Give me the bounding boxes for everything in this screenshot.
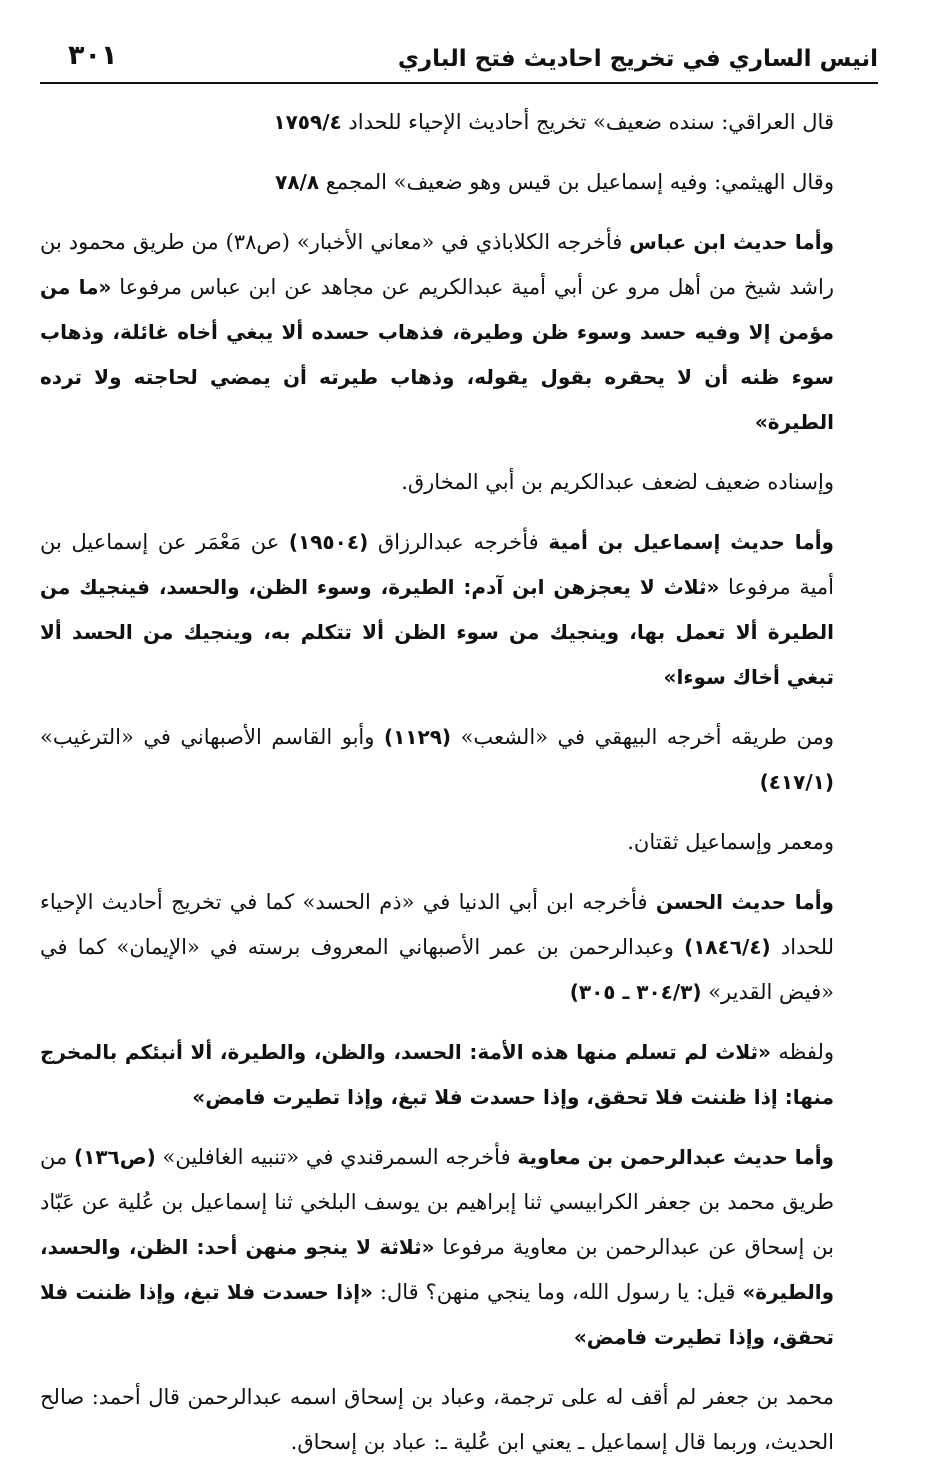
- bold-text-segment: (ص١٣٦): [73, 1145, 156, 1169]
- bold-text-segment: «ما من مؤمن إلا وفيه حسد وسوء ظن وطيرة، فذهاب حسده ألا يبغي أخاه غائلة، وذهاب سوء ظنه أن لا يحقره بقول يقوله، وذهاب طيرته أن يمضي لحاجته ولا ترده الطيرة»: [40, 275, 834, 434]
- text-segment: قال العراقي: سنده ضعيف» تخريج أحاديث الإحياء للحداد: [341, 110, 834, 134]
- bold-text-segment: ٧٨/٨: [275, 170, 320, 194]
- text-segment: وقال الهيثمي: وفيه إسماعيل بن قيس وهو ضعيف» المجمع: [319, 170, 834, 194]
- paragraph: [40, 880, 878, 1015]
- text-segment: فأخرجه ابن أبي الدنيا في «ذم الحسد» كما في تخريج أحاديث الإحياء للحداد: [40, 890, 835, 959]
- text-segment: ومن طريقه أخرجه البيهقي في «الشعب»: [451, 725, 834, 749]
- bold-text-segment: (٤١٧/١): [759, 770, 834, 794]
- text-segment: وأبو القاسم الأصبهاني في «الترغيب»: [40, 725, 384, 749]
- bold-text-segment: «ثلاث لم تسلم منها هذه الأمة: الحسد، والظن، والطيرة، ألا أنبئكم بالمخرج منها: إذا ظننت فلا تحقق، وإذا حسدت فلا تبغ، وإذا تطيرت فامض»: [40, 1040, 834, 1109]
- text-segment: وإسناده ضعيف لضعف عبدالكريم بن أبي المخارق.: [401, 470, 834, 494]
- paragraph: [40, 460, 878, 505]
- text-segment: فأخرجه عبدالرزاق: [368, 530, 549, 554]
- text-segment: عن مَعْمَر عن إسماعيل بن أمية مرفوعا: [40, 530, 834, 599]
- bold-text-segment: وأما حديث الحسن: [655, 890, 834, 914]
- text-segment: فأخرجه السمرقندي في «تنبيه الغافلين»: [155, 1145, 518, 1169]
- bold-text-segment: (١٨٤٦/٤): [684, 935, 771, 959]
- bold-text-segment: وأما حديث ابن عباس: [629, 230, 835, 254]
- bold-text-segment: وأما حديث إسماعيل بن أمية: [548, 530, 834, 554]
- paragraph: [40, 1030, 878, 1120]
- bold-text-segment: «ثلاث لا يعجزهن ابن آدم: الطيرة، وسوء الظن، والحسد، فينجيك من الطيرة ألا تعمل بها، وينجيك من سوء الظن ألا تتكلم به، وينجيك من الحسد ألا تبغي أخاك سوءا»: [40, 575, 834, 689]
- bold-text-segment: وأما حديث عبدالرحمن بن معاوية: [517, 1145, 834, 1169]
- text-segment: محمد بن جعفر لم أقف له على ترجمة، وعباد بن إسحاق اسمه عبدالرحمن قال أحمد: صالح الحديث، وربما قال إسماعيل ـ يعني ابن عُلية ـ: عباد بن إسحاق.: [40, 1385, 834, 1454]
- paragraph: [40, 1375, 878, 1465]
- paragraph: [40, 100, 878, 145]
- paragraph: [40, 1135, 878, 1360]
- bold-text-segment: «ثلاثة لا ينجو منهن أحد: الظن، والحسد، والطيرة»: [40, 1235, 835, 1304]
- bold-text-segment: ١٧٥٩/٤: [273, 110, 342, 134]
- bold-text-segment: (٣٠٤/٣ ـ ٣٠٥): [569, 980, 702, 1004]
- bold-text-segment: (١٩٥٠٤): [288, 530, 369, 554]
- paragraph: [40, 520, 878, 700]
- text-segment: قيل: يا رسول الله، وما ينجي منهن؟ قال:: [372, 1280, 743, 1304]
- document-page: [40, 34, 878, 1454]
- text-segment: وعبدالرحمن بن عمر الأصبهاني المعروف برسته في «الإيمان» كما في «فيض القدير»: [40, 935, 834, 1004]
- paragraph: [40, 715, 878, 805]
- paragraph: [40, 820, 878, 865]
- text-segment: فأخرجه الكلاباذي في «معاني الأخبار» (ص٣٨) من طريق محمود بن راشد شيخ من أهل مرو عن أبي أمية عبدالكريم عن مجاهد عن ابن عباس مرفوعا: [40, 230, 835, 299]
- document-body: [40, 84, 878, 1465]
- bold-text-segment: «إذا حسدت فلا تبغ، وإذا ظننت فلا تحقق، وإذا تطيرت فامض»: [40, 1280, 834, 1349]
- text-segment: ولفظه: [770, 1040, 835, 1064]
- text-segment: من طريق محمد بن جعفر الكرابيسي ثنا إبراهيم بن يوسف البلخي ثنا إسماعيل بن عُلية عن عَبّاد بن إسحاق عن عبدالرحمن بن معاوية مرفوعا: [40, 1145, 834, 1259]
- text-segment: ومعمر وإسماعيل ثقتان.: [627, 830, 834, 854]
- paragraph: [40, 220, 878, 445]
- bold-text-segment: (١١٢٩): [383, 725, 452, 749]
- paragraph: [40, 160, 878, 205]
- page-number: ٣٠١: [68, 40, 118, 71]
- running-header: [40, 34, 878, 84]
- book-title: انيس الساري في تخريج احاديث فتح الباري: [397, 46, 878, 72]
